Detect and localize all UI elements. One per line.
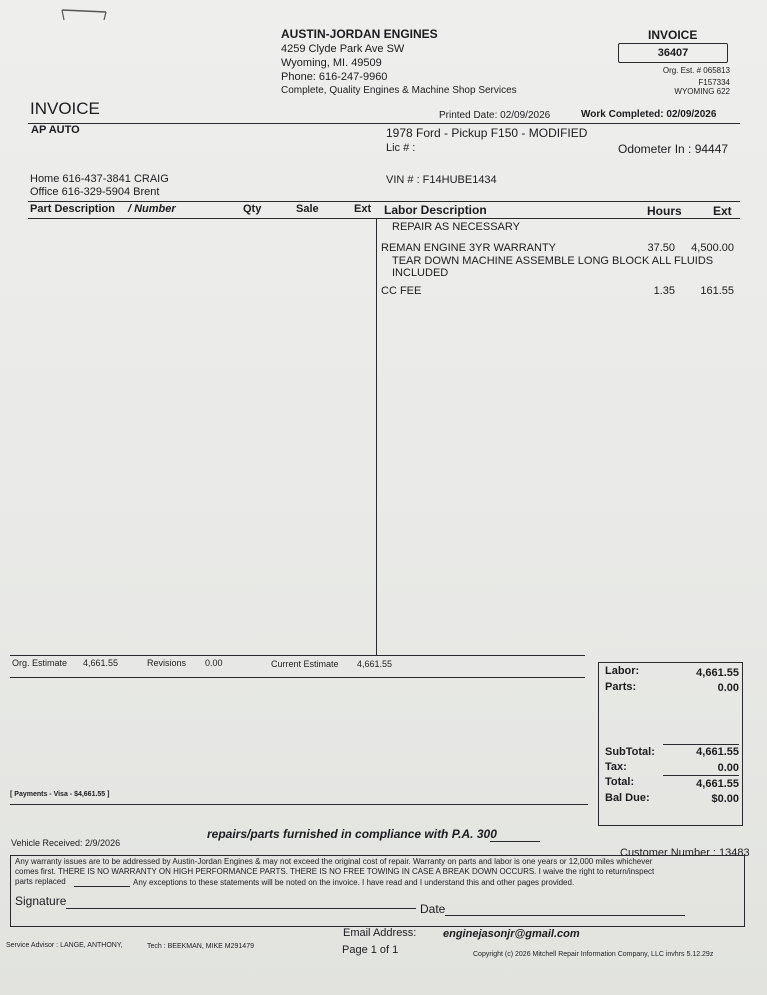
labor-reman-hours: 37.50 — [647, 242, 675, 254]
staple-mark-icon — [58, 6, 110, 22]
revisions-label: Revisions — [147, 658, 187, 668]
compliance-statement: repairs/parts furnished in compliance with P.A. 300 — [207, 827, 497, 841]
org-estimate-label: Org. Estimate — [12, 658, 68, 668]
warranty-line-3: Any exceptions to these statements will be noted on the invoice. I have read and I understand this and other pages provided. — [133, 878, 575, 887]
subtotal-label: SubTotal: — [605, 746, 655, 758]
col-qty: Qty — [243, 203, 262, 215]
vehicle-received: Vehicle Received: 2/9/2026 — [11, 838, 121, 848]
customer-name: AP AUTO — [31, 124, 80, 136]
signature-label: Signature — [15, 894, 67, 908]
balance-due-label: Bal Due: — [605, 792, 650, 804]
labor-line-repair: REPAIR AS NECESSARY — [392, 221, 520, 233]
customer-office-phone: Office 616-329-5904 Brent — [30, 186, 160, 198]
header-divider — [28, 123, 740, 124]
labor-line-reman: REMAN ENGINE 3YR WARRANTY — [381, 242, 557, 254]
labor-cc-ext: 161.55 — [700, 285, 734, 297]
document-title: INVOICE — [30, 99, 100, 118]
col-sale: Sale — [296, 203, 319, 215]
shop-name: AUSTIN-JORDAN ENGINES — [281, 27, 438, 41]
email-label: Email Address: — [343, 927, 417, 939]
labor-cc-hours: 1.35 — [653, 285, 675, 297]
parts-replaced-blank — [74, 886, 130, 887]
email-address: enginejasonjr@gmail.com — [443, 928, 580, 940]
total-rule — [663, 775, 739, 776]
odometer-in: Odometer In : 94447 — [618, 142, 729, 156]
warranty-parts-replaced: parts replaced — [15, 877, 66, 886]
labor-total-label: Labor: — [605, 665, 640, 677]
vin-number: VIN # : F14HUBE1434 — [386, 174, 497, 186]
date-line[interactable] — [445, 915, 685, 916]
shop-tagline: Complete, Quality Engines & Machine Shop Services — [281, 85, 517, 96]
shop-phone: Phone: 616-247-9960 — [281, 71, 388, 83]
columns-bottom-rule — [28, 218, 740, 219]
col-hours: Hours — [647, 204, 682, 218]
estimate-bottom-rule — [10, 677, 585, 678]
subtotal-value: 4,661.55 — [696, 746, 739, 758]
invoice-ref-2: WYOMING 622 — [674, 87, 730, 96]
shop-city: Wyoming, MI. 49509 — [281, 57, 382, 69]
labor-line-teardown-cont: INCLUDED — [392, 267, 449, 279]
labor-line-cc-fee: CC FEE — [381, 285, 422, 297]
labor-line-teardown: TEAR DOWN MACHINE ASSEMBLE LONG BLOCK ALL FLUIDS — [392, 255, 714, 267]
col-part-description: Part Description — [30, 203, 115, 215]
license-number: Lic # : — [386, 142, 416, 154]
labor-total-value: 4,661.55 — [696, 667, 739, 679]
estimate-top-rule — [10, 655, 585, 656]
balance-due-value: $0.00 — [711, 793, 739, 805]
org-est-number: Org. Est. # 065813 — [662, 66, 730, 75]
warranty-line-2: comes first. THERE IS NO WARRANTY ON HIGH PERFORMANCE PARTS. THERE IS NO FREE TOWING IN CASE A BREAK DOWN OCCURS. I waive the right to return/inspect — [15, 867, 655, 876]
payments-note: [ Payments - Visa - $4,661.55 ] — [10, 791, 110, 798]
warranty-line-1: Any warranty issues are to be addressed by Austin-Jordan Engines & may not exceed the original cost of repair. Warranty on parts and labor is one years or 12,000 miles whichever — [15, 857, 653, 866]
work-completed-date: Work Completed: 02/09/2026 — [581, 109, 717, 120]
org-estimate-value: 4,661.55 — [83, 658, 119, 668]
date-label: Date — [420, 902, 446, 916]
printed-date: Printed Date: 02/09/2026 — [439, 110, 551, 121]
tax-label: Tax: — [605, 761, 627, 773]
signature-line[interactable] — [66, 908, 416, 909]
col-labor-ext: Ext — [713, 204, 732, 218]
parts-total-label: Parts: — [605, 681, 637, 693]
subtotal-rule — [663, 744, 739, 745]
compliance-blank — [490, 841, 540, 842]
invoice-number: 36407 — [657, 47, 689, 59]
copyright-notice: Copyright (c) 2026 Mitchell Repair Information Company, LLC invhrs 5.12.29z — [473, 951, 714, 958]
labor-reman-ext: 4,500.00 — [691, 242, 734, 254]
vehicle-description: 1978 Ford - Pickup F150 - MODIFIED — [386, 126, 588, 140]
col-labor-description: Labor Description — [384, 203, 487, 217]
parts-labor-divider — [376, 218, 377, 655]
parts-total-value: 0.00 — [717, 682, 739, 694]
current-estimate-value: 4,661.55 — [357, 659, 393, 669]
columns-top-rule — [28, 201, 740, 202]
service-advisor: Service Advisor : LANGE, ANTHONY, — [6, 942, 123, 949]
col-number: / Number — [128, 203, 176, 215]
current-estimate-label: Current Estimate — [271, 659, 339, 669]
shop-address: 4259 Clyde Park Ave SW — [281, 43, 405, 55]
customer-home-phone: Home 616-437-3841 CRAIG — [30, 173, 169, 185]
revisions-value: 0.00 — [205, 658, 223, 668]
technician: Tech : BEEKMAN, MIKE M291479 — [147, 943, 254, 950]
tax-value: 0.00 — [717, 762, 739, 774]
invoice-ref-1: F157334 — [698, 78, 730, 87]
total-value: 4,661.55 — [696, 778, 739, 790]
invoice-number-box — [618, 43, 728, 63]
col-ext: Ext — [354, 203, 372, 215]
customer-number: Customer Number : 13483 — [620, 847, 750, 859]
page-number: Page 1 of 1 — [342, 944, 399, 956]
payments-rule — [10, 804, 588, 805]
total-label: Total: — [605, 776, 635, 788]
invoice-label: INVOICE — [648, 28, 698, 42]
